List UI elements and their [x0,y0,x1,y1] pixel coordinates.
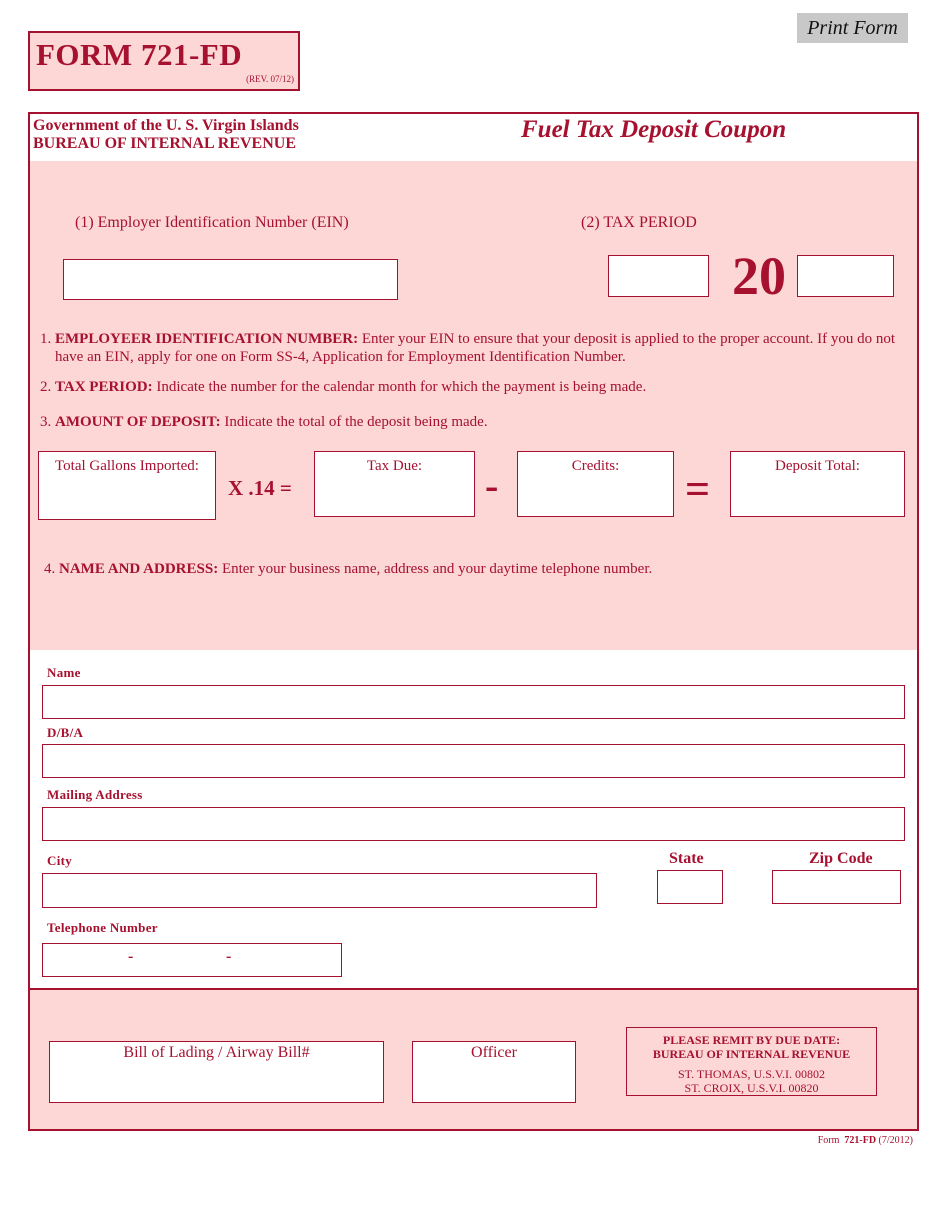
tax-period-label: (2) TAX PERIOD [581,214,697,231]
rate-multiplier: X .14 = [228,476,292,500]
tax-period-month-input[interactable] [608,255,709,297]
minus-sign: - [485,463,499,508]
form-footer-number: 721-FD [844,1135,877,1146]
officer-label: Officer [471,1044,517,1061]
remit-line-4: ST. CROIX, U.S.V.I. 00820 [684,1081,819,1095]
bill-of-lading-label: Bill of Lading / Airway Bill# [123,1044,310,1061]
zip-code-label: Zip Code [809,850,873,867]
government-line: Government of the U. S. Virgin Islands [33,117,299,134]
print-form-button[interactable]: Print Form [797,13,908,43]
name-input[interactable] [42,685,905,719]
bill-of-lading-input[interactable] [49,1041,384,1103]
instruction-4-text: Enter your business name, address and your daytime telephone number. [221,561,653,577]
name-label: Name [47,665,81,680]
gallons-imported-input[interactable] [38,451,216,520]
instruction-4-heading: NAME AND ADDRESS: [59,561,219,577]
ein-label: (1) Employer Identification Number (EIN) [75,214,349,231]
instruction-1-text: Enter your EIN to ensure that your deposit is applied to the proper account. If you do not have an EIN, apply for one on Form SS-4, Application for Employment Identification Number. [55,331,896,365]
instruction-2 [40,378,910,396]
instruction-2-number: 2. [40,379,52,395]
tax-due-label: Tax Due: [366,458,423,474]
form-title: FORM 721-FD [36,37,243,72]
instruction-3-number: 3. [40,414,52,430]
mailing-address-label: Mailing Address [47,787,143,802]
coupon-title: Fuel Tax Deposit Coupon [521,116,787,143]
dba-label: D/B/A [47,725,84,740]
instruction-3-heading: AMOUNT OF DEPOSIT: [55,414,221,430]
bureau-line: BUREAU OF INTERNAL REVENUE [33,135,296,152]
zip-code-input[interactable] [772,870,901,904]
instruction-2-text: Indicate the number for the calendar month for which the payment is being made. [156,379,647,395]
mailing-address-input[interactable] [42,807,905,841]
tax-due-input[interactable] [314,451,475,517]
credits-label: Credits: [571,458,620,474]
telephone-separator-1: - [128,948,134,965]
city-input[interactable] [42,873,597,908]
instruction-1-number: 1. [40,331,52,347]
remit-line-3: ST. THOMAS, U.S.V.I. 00802 [677,1067,826,1081]
instruction-1-heading: EMPLOYEER IDENTIFICATION NUMBER: [55,331,359,347]
telephone-label: Telephone Number [47,920,158,935]
equals-sign: = [685,465,711,514]
instruction-3 [40,413,910,431]
instruction-4-number: 4. [44,561,56,577]
gallons-imported-label: Total Gallons Imported: [55,458,199,474]
instruction-1 [40,330,910,366]
instruction-4 [44,560,904,578]
form-footer-date: (7/2012) [878,1135,913,1146]
instruction-3-text: Indicate the total of the deposit being made. [224,414,488,430]
deposit-total-label: Deposit Total: [775,458,860,474]
credits-input[interactable] [517,451,674,517]
city-label: City [47,853,73,868]
form-revision: (REV. 07/12) [246,74,294,84]
government-heading [33,117,299,153]
form-footer-prefix: Form [817,1135,840,1146]
state-label: State [669,850,704,867]
dba-input[interactable] [42,744,905,778]
form-title-box [28,31,300,91]
tax-period-year-input[interactable] [797,255,894,297]
ein-input[interactable] [63,259,398,300]
deposit-total-input[interactable] [730,451,905,517]
remit-line-2: BUREAU OF INTERNAL REVENUE [652,1047,851,1061]
telephone-input[interactable] [42,943,342,977]
remit-line-1: PLEASE REMIT BY DUE DATE: [662,1033,841,1047]
telephone-separator-2: - [226,948,232,965]
form-footer-id [818,1135,913,1146]
year-prefix: 20 [732,246,786,306]
officer-input[interactable] [412,1041,576,1103]
state-input[interactable] [657,870,723,904]
instruction-2-heading: TAX PERIOD: [55,379,153,395]
remittance-box [626,1027,877,1096]
